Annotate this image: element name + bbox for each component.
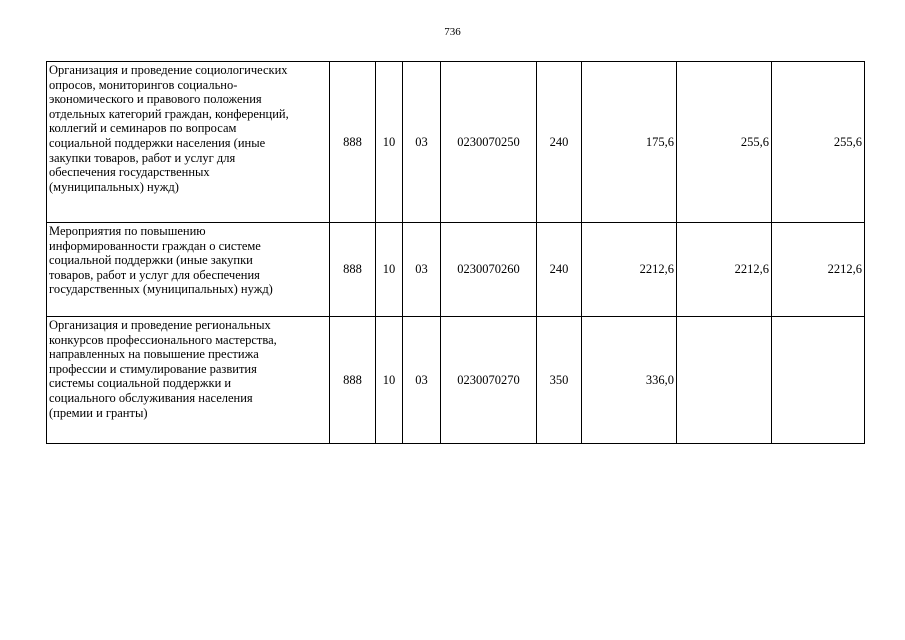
amount-1-cell: 2212,6: [582, 223, 677, 317]
budget-table: [46, 61, 865, 444]
table-row: [47, 62, 865, 223]
expense-type-cell: 350: [537, 317, 582, 444]
expense-name-cell: Мероприятия по повышению информированности граждан о системе социальной поддержки (иные закупки товаров, работ и услуг для обеспечения государственных (муниципальных) нужд): [47, 223, 330, 317]
ministry-code-cell: 888: [330, 62, 376, 223]
amount-2-cell: 2212,6: [677, 223, 772, 317]
expense-type-cell: 240: [537, 62, 582, 223]
amount-2-cell: 255,6: [677, 62, 772, 223]
ministry-code-cell: 888: [330, 317, 376, 444]
subsection-code-cell: 03: [403, 317, 441, 444]
amount-3-cell: 2212,6: [772, 223, 865, 317]
section-code-cell: 10: [376, 62, 403, 223]
amount-1-cell: 336,0: [582, 317, 677, 444]
ministry-code-cell: 888: [330, 223, 376, 317]
expense-type-cell: 240: [537, 223, 582, 317]
expense-name-cell: Организация и проведение региональных конкурсов профессионального мастерства, направленных на повышение престижа профессии и стимулирование развития системы социальной поддержки и социального обслуживания населения (премии и гранты): [47, 317, 330, 444]
amount-3-cell: 255,6: [772, 62, 865, 223]
amount-3-cell: [772, 317, 865, 444]
table-row: [47, 223, 865, 317]
table-row: [47, 317, 865, 444]
subsection-code-cell: 03: [403, 223, 441, 317]
target-article-cell: 0230070250: [441, 62, 537, 223]
subsection-code-cell: 03: [403, 62, 441, 223]
amount-1-cell: 175,6: [582, 62, 677, 223]
expense-name-cell: Организация и проведение социологических опросов, мониторингов социально- экономического и правового положения отдельных категорий граждан, конференций, коллегий и семинаров по вопросам социальной поддержки населения (иные закупки товаров, работ и услуг для обеспечения государственных (муниципальных) нужд): [47, 62, 330, 223]
amount-2-cell: [677, 317, 772, 444]
target-article-cell: 0230070260: [441, 223, 537, 317]
section-code-cell: 10: [376, 317, 403, 444]
section-code-cell: 10: [376, 223, 403, 317]
page-number: 736: [444, 26, 461, 38]
target-article-cell: 0230070270: [441, 317, 537, 444]
